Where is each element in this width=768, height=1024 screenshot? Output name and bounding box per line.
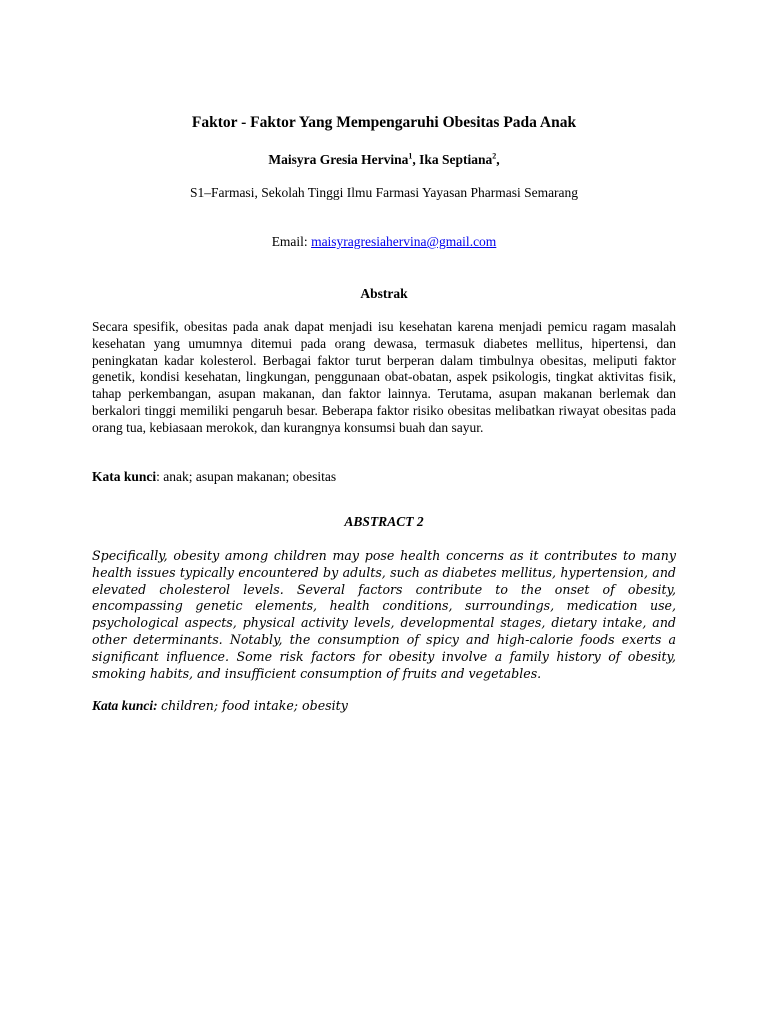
email-link[interactable]: maisyragresiahervina@gmail.com xyxy=(311,234,497,249)
email-line xyxy=(0,234,768,250)
abstrak-keywords xyxy=(92,469,676,485)
author-list xyxy=(0,152,768,168)
abstrak-text: Secara spesifik, obesitas pada anak dapat menjadi isu kesehatan karena menjadi pemicu ragam masalah kesehatan yang umumnya ditemui pada orang dewasa, termasuk diabetes mellitus, hipertensi, dan peningkatan kadar kolesterol. Berbagai faktor turut berperan dalam timbulnya obesitas, meliputi faktor genetik, kondisi kesehatan, lingkungan, penggunaan obat-obatan, aspek psikologis, tingkat aktivitas fisik, tahap perkembangan, asupan makanan, dan faktor lainnya. Terutama, asupan makanan berlemak dan berkalori tinggi memiliki pengaruh besar. Beberapa faktor risiko obesitas melibatkan riwayat obesitas pada orang tua, kebiasaan merokok, dan kurangnya konsumsi buah dan sayur. xyxy=(92,319,676,435)
email-label: Email: xyxy=(271,234,312,249)
abstract2-heading: ABSTRACT 2 xyxy=(344,514,424,529)
keywords-values: children; food intake; obesity xyxy=(161,698,348,713)
affiliation: S1–Farmasi, Sekolah Tinggi Ilmu Farmasi Yayasan Pharmasi Semarang xyxy=(189,185,579,200)
keywords-values: anak; asupan makanan; obesitas xyxy=(163,469,337,484)
abstract2-text: Specifically, obesity among children may pose health concerns as it contributes to many health issues typically encountered by adults, such as diabetes mellitus, hypertension, and elevated cholesterol levels. Several factors contribute to the onset of obesity, encompassing genetic elements, health conditions, surroundings, medication use, psychological aspects, physical activity levels, developmental stages, dietary intake, and other determinants. Notably, the consumption of spicy and high-calorie foods exerts a significant influence. Some risk factors for obesity involve a family history of obesity, smoking habits, and insufficient consumption of fruits and vegetables. xyxy=(92,548,676,681)
author-affiliation-mark: 2 xyxy=(492,151,497,161)
author-name: Maisyra Gresia Hervina xyxy=(268,152,409,167)
abstrak-heading: Abstrak xyxy=(360,286,408,301)
paper-title: Faktor - Faktor Yang Mempengaruhi Obesitas Pada Anak xyxy=(191,114,577,131)
keywords-label: Kata kunci: xyxy=(92,698,158,713)
abstract2-keywords xyxy=(92,698,676,714)
keywords-label: Kata kunci xyxy=(92,469,157,484)
keywords-separator: : xyxy=(156,469,164,484)
author-affiliation-mark: 1 xyxy=(408,151,413,161)
author-separator: , xyxy=(412,152,420,167)
author-separator: , xyxy=(496,152,500,167)
author-name: Ika Septiana xyxy=(419,152,493,167)
